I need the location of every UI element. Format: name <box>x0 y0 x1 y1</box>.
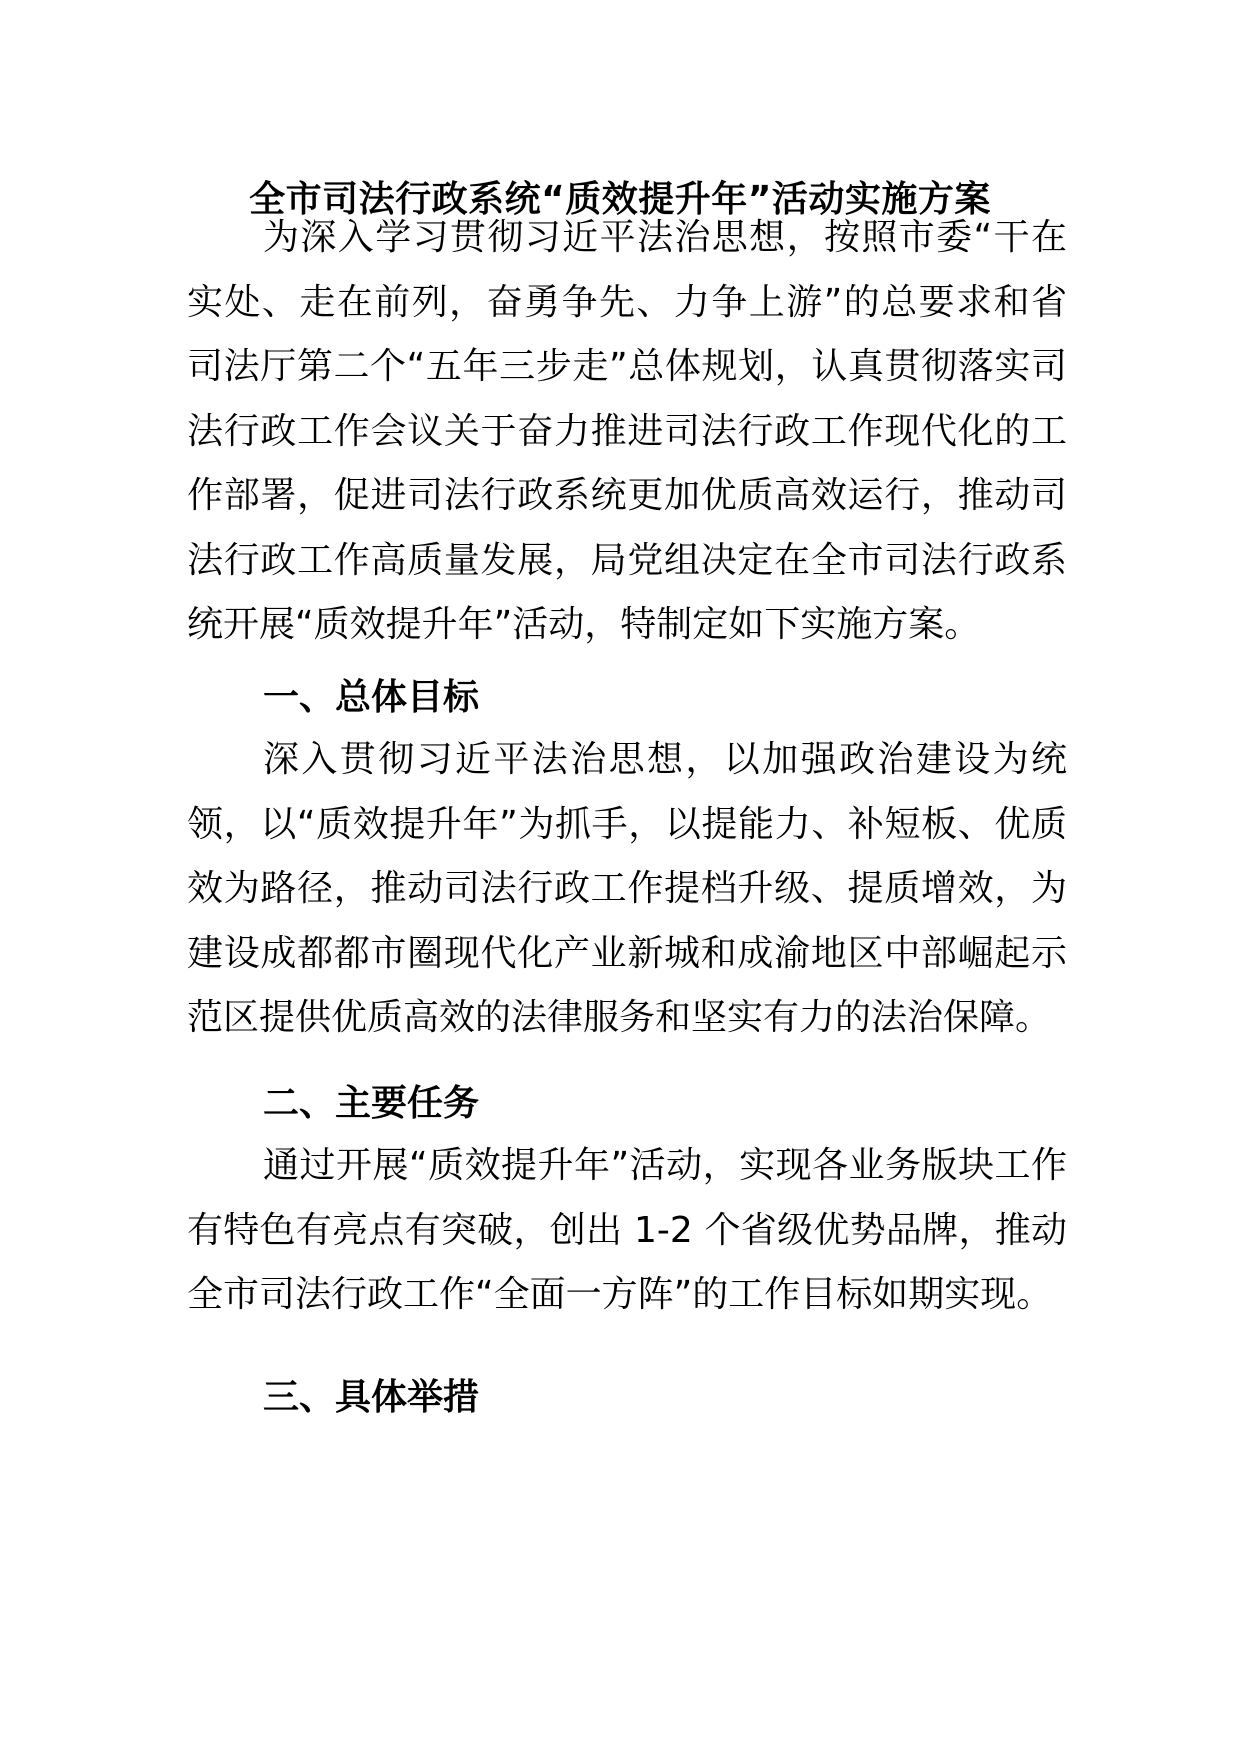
document-title: 全市司法行政系统“质效提升年”活动实施方案 <box>249 179 991 220</box>
section-heading-1: 一、总体目标 <box>263 677 480 718</box>
section-body-1: 深入贯彻习近平法治思想，以加强政治建设为统领，以“质效提升年”为抓手，以提能力、补短板、优质效为路径，推动司法行政工作提档升级、提质增效，为建设成都都市圈现代化产业新城和成渝地区中部崛起示范区提供优质高效的法律服务和坚实有力的法治保障。 <box>187 739 1067 1038</box>
section-heading-3: 三、具体举措 <box>263 1377 480 1418</box>
section-heading-2: 二、主要任务 <box>263 1083 480 1124</box>
intro-paragraph: 为深入学习贯彻习近平法治思想，按照市委“干在实处、走在前列，奋勇争先、力争上游”的总要求和省司法厅第二个“五年三步走”总体规划，认真贯彻落实司法行政工作会议关于奋力推进司法行政工作现代化的工作部署，促进司法行政系统更加优质高效运行，推动司法行政工作高质量发展，局党组决定在全市司法行政系统开展“质效提升年”活动，特制定如下实施方案。 <box>187 217 1067 645</box>
section-body-2: 通过开展“质效提升年”活动，实现各业务版块工作有特色有亮点有突破，创出 1-2 个省级优势品牌，推动全市司法行政工作“全面一方阵”的工作目标如期实现。 <box>187 1145 1067 1315</box>
